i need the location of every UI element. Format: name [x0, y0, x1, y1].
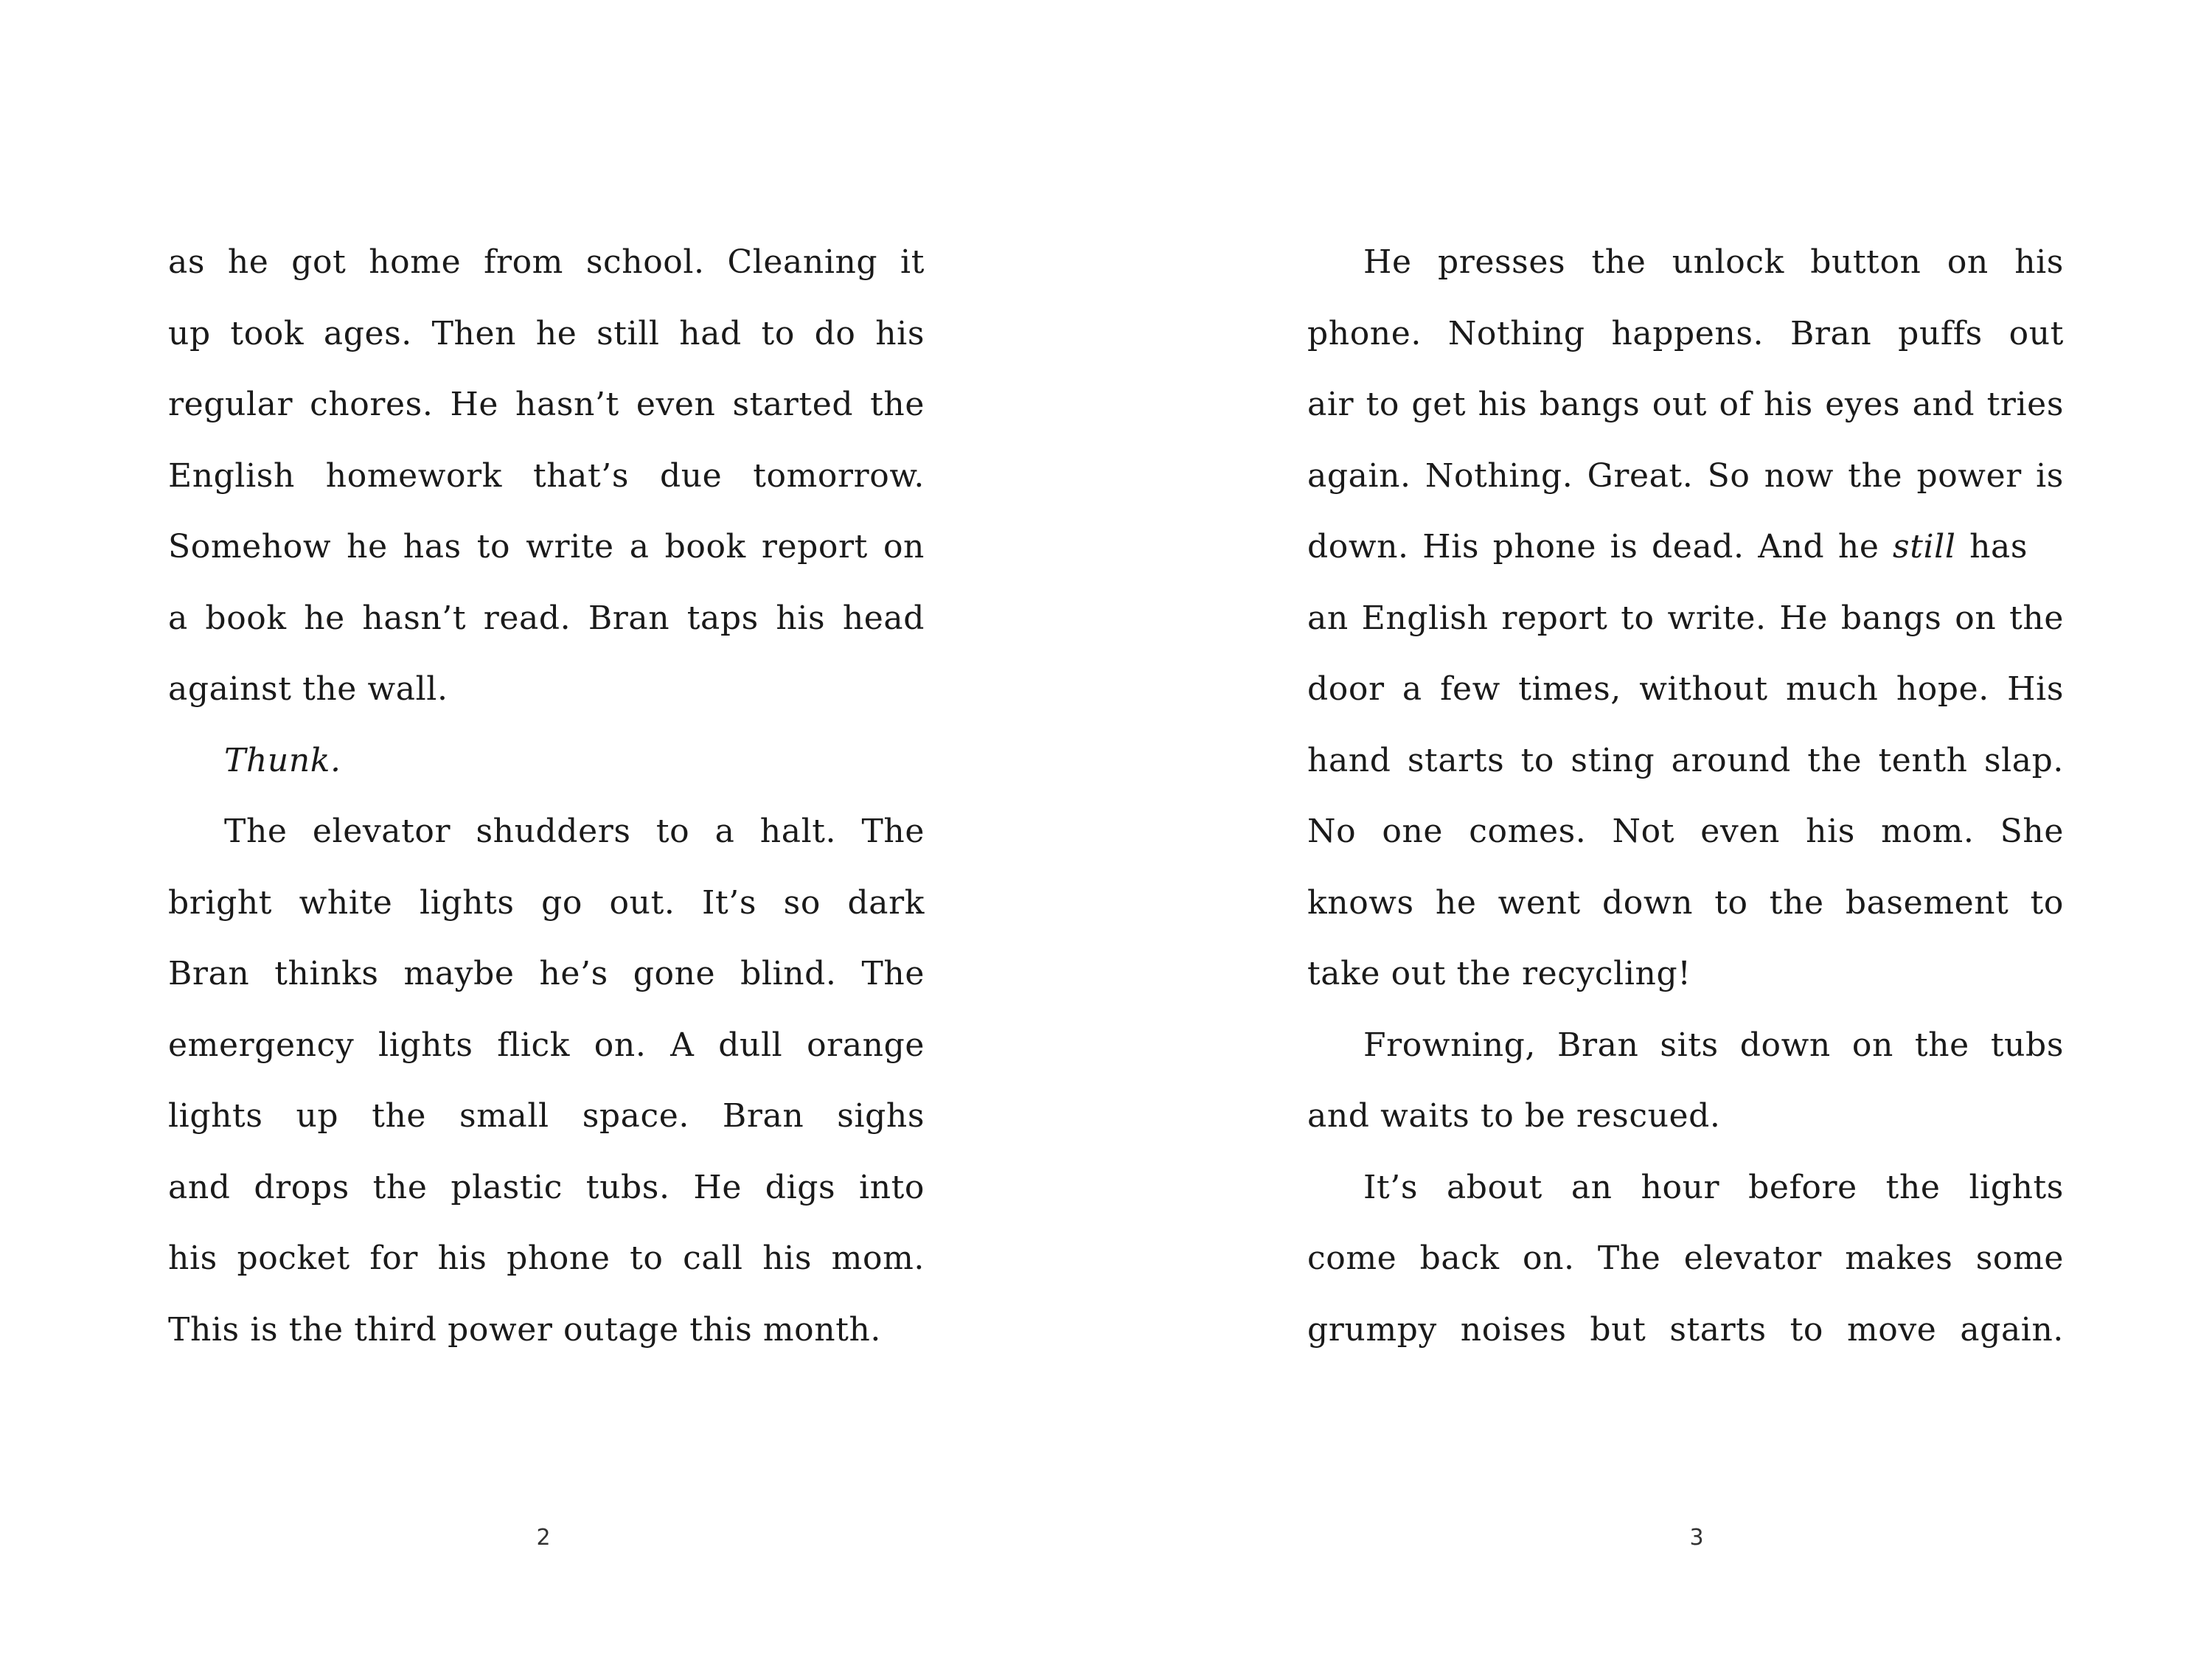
text-line: up took ages. Then he still had to do his	[168, 314, 925, 352]
text-line: Bran thinks maybe he’s gone blind. The	[168, 955, 925, 992]
text-line: emergency lights flick on. A dull orange	[168, 1026, 925, 1064]
text-segment: down. His phone is dead. And he	[1307, 528, 1893, 566]
text-line: against the wall.	[168, 670, 448, 708]
text-line: come back on. The elevator makes some	[1307, 1239, 2064, 1277]
text-line: knows he went down to the basement to	[1307, 883, 2064, 922]
text-line: his pocket for his phone to call his mom.	[168, 1239, 925, 1277]
text-segment: has	[1955, 528, 2028, 566]
text-line: as he got home from school. Cleaning it	[168, 243, 925, 281]
text-line: take out the recycling!	[1307, 955, 1691, 992]
text-line: and drops the plastic tubs. He digs into	[168, 1168, 925, 1206]
right-page	[1106, 0, 2212, 1659]
text-line: Somehow he has to write a book report on	[168, 528, 925, 566]
text-line-mixed	[1307, 512, 2064, 583]
text-line: Frowning, Bran sits down on the tubs	[1363, 1026, 2064, 1064]
left-page-text	[168, 227, 925, 1366]
text-line: a book he hasn’t read. Bran taps his head	[168, 599, 925, 637]
text-line: No one comes. Not even his mom. She	[1307, 813, 2064, 850]
right-page-text	[1307, 227, 2064, 1366]
text-line: English homework that’s due tomorrow.	[168, 456, 925, 495]
page-number: 2	[536, 1525, 551, 1551]
page-number: 3	[1689, 1525, 1704, 1551]
text-line: phone. Nothing happens. Bran puffs out	[1307, 314, 2064, 352]
text-line: an English report to write. He bangs on the	[1307, 599, 2064, 637]
text-line: grumpy noises but starts to move again.	[1307, 1310, 2064, 1349]
text-segment-italic: still	[1893, 528, 1956, 566]
text-line: again. Nothing. Great. So now the power is	[1307, 456, 2064, 495]
text-line: hand starts to sting around the tenth slap.	[1307, 741, 2064, 779]
text-line: It’s about an hour before the lights	[1363, 1168, 2064, 1206]
text-line: lights up the small space. Bran sighs	[168, 1097, 925, 1135]
text-line: He presses the unlock button on his	[1363, 243, 2064, 281]
text-line: bright white lights go out. It’s so dark	[168, 883, 925, 922]
text-line: door a few times, without much hope. His	[1307, 670, 2064, 708]
text-line-italic: Thunk.	[224, 741, 341, 779]
text-line: This is the third power outage this month.	[168, 1310, 882, 1349]
text-line: and waits to be rescued.	[1307, 1097, 1721, 1135]
text-line: The elevator shudders to a halt. The	[224, 813, 925, 850]
text-line: air to get his bangs out of his eyes and tries	[1307, 386, 2064, 423]
text-line: regular chores. He hasn’t even started the	[168, 386, 925, 423]
